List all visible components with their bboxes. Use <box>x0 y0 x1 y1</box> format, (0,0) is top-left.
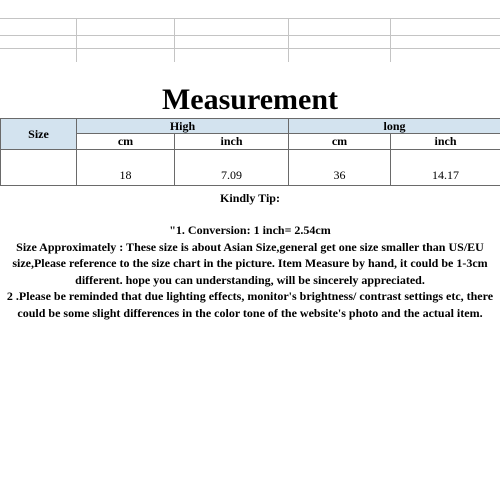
tip-notes <box>6 222 494 321</box>
size-value-cell <box>1 150 77 186</box>
high-cm-value: 18 <box>77 150 175 186</box>
long-inch-header: inch <box>391 134 500 150</box>
long-header-cell: long <box>289 119 500 134</box>
long-inch-value: 14.17 <box>391 150 500 186</box>
conversion-note: "1. Conversion: 1 inch= 2.54cm <box>169 223 331 237</box>
long-cm-header: cm <box>289 134 391 150</box>
tip-heading: Kindly Tip: <box>220 191 280 205</box>
size-header-cell: Size <box>1 119 77 150</box>
size-note: Size Approximately : These size is about Asian Size,general get one size smaller than US/EU size,Please reference to the size chart in the picture. Item Measure by hand, it could be 1-3cm different. hope you can understanding, will be sincerely appreciated. <box>12 239 488 287</box>
high-inch-value: 7.09 <box>175 150 289 186</box>
high-inch-header: inch <box>175 134 289 150</box>
top-grid-lines <box>0 0 500 62</box>
high-cm-header: cm <box>77 134 175 150</box>
high-header-cell: High <box>77 119 289 134</box>
size-table <box>0 118 500 186</box>
color-note: 2 .Please be reminded that due lighting effects, monitor's brightness/ contrast settings etc, there could be some slight differences in the color tone of the website's photo and the actual item. <box>6 289 494 320</box>
page-title: Measurement <box>161 83 339 116</box>
long-cm-value: 36 <box>289 150 391 186</box>
